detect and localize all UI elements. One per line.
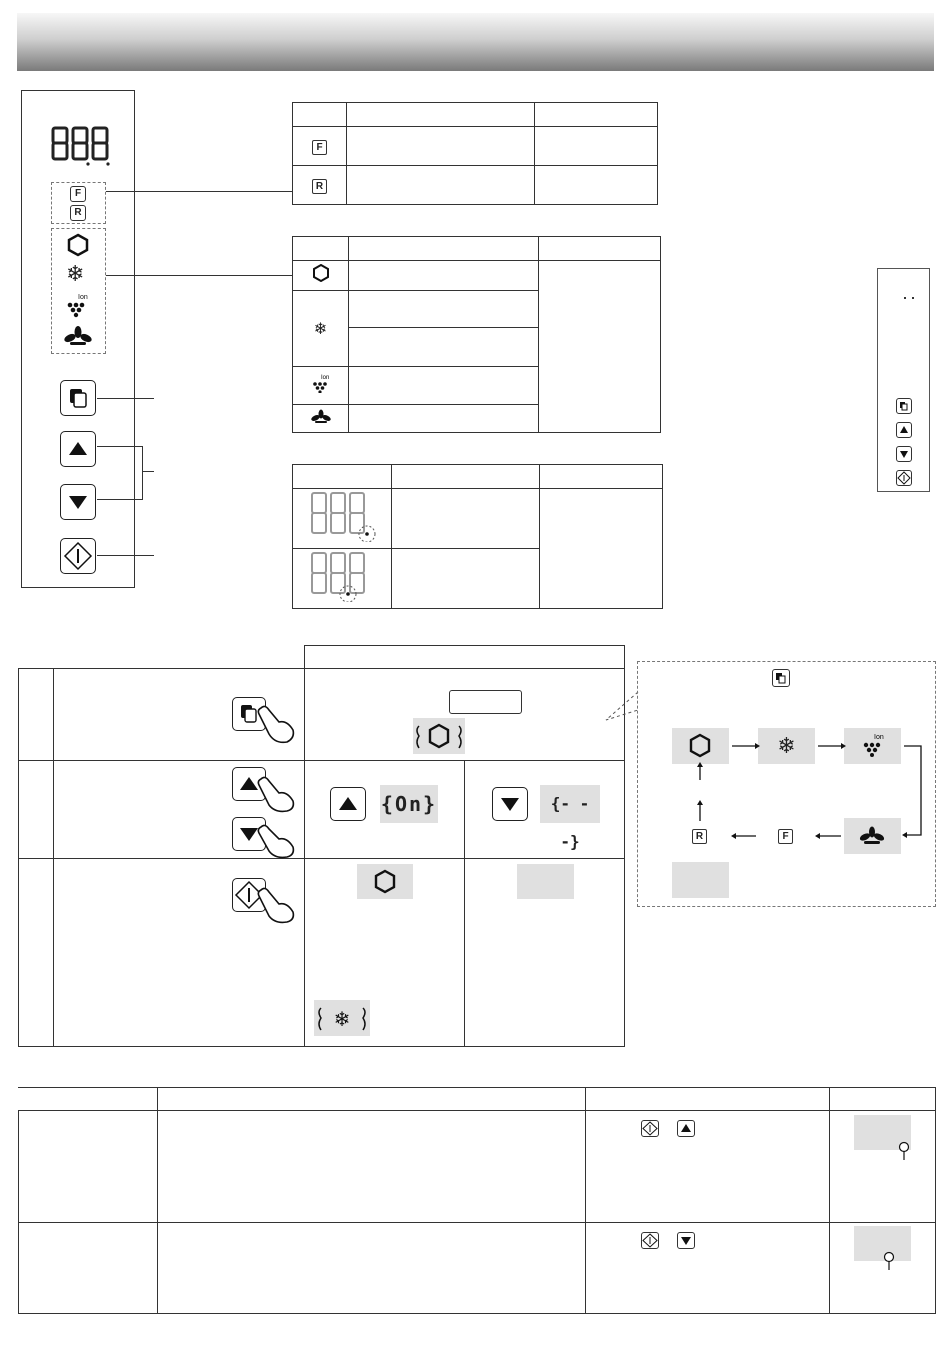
svg-text:Ion: Ion	[320, 375, 329, 381]
grape-ion-icon	[310, 373, 332, 393]
mode-table	[292, 236, 661, 433]
down-button[interactable]	[60, 484, 96, 520]
down-button[interactable]	[492, 787, 528, 821]
callout-connector	[604, 690, 640, 726]
seven-segment-display	[50, 125, 110, 167]
mini-start-button-icon[interactable]	[896, 470, 912, 486]
hexagon-icon	[66, 233, 90, 257]
up-button[interactable]	[60, 431, 96, 467]
snowflake-icon: ❄	[293, 291, 349, 367]
f-key-icon: F	[312, 140, 327, 155]
mini-dot	[912, 297, 914, 299]
leaf-icon	[311, 408, 331, 424]
bottom-table-row-line	[18, 1222, 936, 1223]
display-dot-middle-icon	[307, 550, 377, 602]
callout-bubble	[449, 690, 522, 714]
bottom-table-top-line	[18, 1087, 936, 1088]
header-bar	[17, 13, 934, 71]
svg-text:❄: ❄	[333, 1007, 351, 1031]
step-col-divider	[464, 760, 465, 1047]
cycle-r-key: R	[692, 829, 707, 844]
fr-table	[292, 102, 658, 205]
start-button[interactable]	[60, 538, 96, 574]
leader-line-start	[97, 555, 154, 556]
finger-press-icon	[255, 775, 299, 813]
start-key-icon	[641, 1120, 659, 1137]
step-row-divider	[18, 858, 625, 859]
r-key-icon: R	[312, 179, 327, 194]
up-key-icon	[677, 1120, 695, 1137]
finger-press-icon	[255, 704, 299, 744]
bracket-tick	[142, 471, 154, 472]
down-key-icon	[677, 1232, 695, 1249]
up-button[interactable]	[330, 787, 366, 821]
r-key-icon[interactable]: R	[70, 205, 86, 221]
bottom-col-left-edge	[18, 1110, 19, 1313]
on-display: {On}	[380, 785, 438, 823]
display-table	[292, 464, 663, 609]
finger-press-icon	[255, 823, 299, 859]
leaf-icon	[64, 324, 92, 348]
bottom-col-divider	[829, 1087, 830, 1313]
mode-select-button-icon	[772, 669, 790, 687]
cycle-blank-display	[672, 862, 729, 898]
step-table-header	[304, 645, 625, 669]
leader-line-down	[97, 499, 143, 500]
leader-line-fr	[106, 191, 292, 192]
snowflake-blinking-display	[314, 1000, 370, 1036]
leader-line-up	[97, 446, 143, 447]
pointer-marker-icon	[882, 1250, 896, 1272]
bottom-col-right-edge	[935, 1087, 936, 1313]
snowflake-icon: ❄	[66, 261, 85, 286]
step-row-divider	[18, 760, 625, 761]
start-key-icon	[641, 1232, 659, 1249]
mode-select-button[interactable]	[60, 380, 96, 416]
off-display: {- - -}	[540, 785, 600, 823]
leader-line-mode	[106, 275, 292, 276]
svg-text:Ion: Ion	[874, 734, 884, 741]
f-key-icon[interactable]: F	[70, 186, 86, 202]
hexagon-display	[357, 864, 413, 899]
bottom-table-bottom-line	[18, 1313, 936, 1314]
cycle-arrows	[660, 735, 936, 845]
mini-mode-button-icon[interactable]	[896, 398, 912, 414]
pointer-marker-icon	[897, 1140, 911, 1162]
bracket-updown	[142, 446, 143, 500]
hexagon-icon	[312, 264, 330, 282]
bottom-col-divider	[585, 1087, 586, 1313]
display-dot-right-icon	[307, 490, 377, 542]
bottom-col-divider	[157, 1087, 158, 1313]
mini-dot	[904, 297, 906, 299]
leader-line-mode-button	[97, 398, 154, 399]
hexagon-blinking-display	[413, 718, 465, 754]
grape-ion-icon	[64, 292, 94, 318]
mini-down-button-icon[interactable]	[896, 446, 912, 462]
finger-press-icon	[255, 886, 299, 924]
blank-display	[517, 864, 574, 899]
svg-text:Ion: Ion	[78, 294, 88, 301]
mini-up-button-icon[interactable]	[896, 422, 912, 438]
bottom-table-header-line	[18, 1110, 936, 1111]
cycle-snowflake: ❄	[758, 728, 815, 764]
cycle-f-key: F	[778, 829, 793, 844]
